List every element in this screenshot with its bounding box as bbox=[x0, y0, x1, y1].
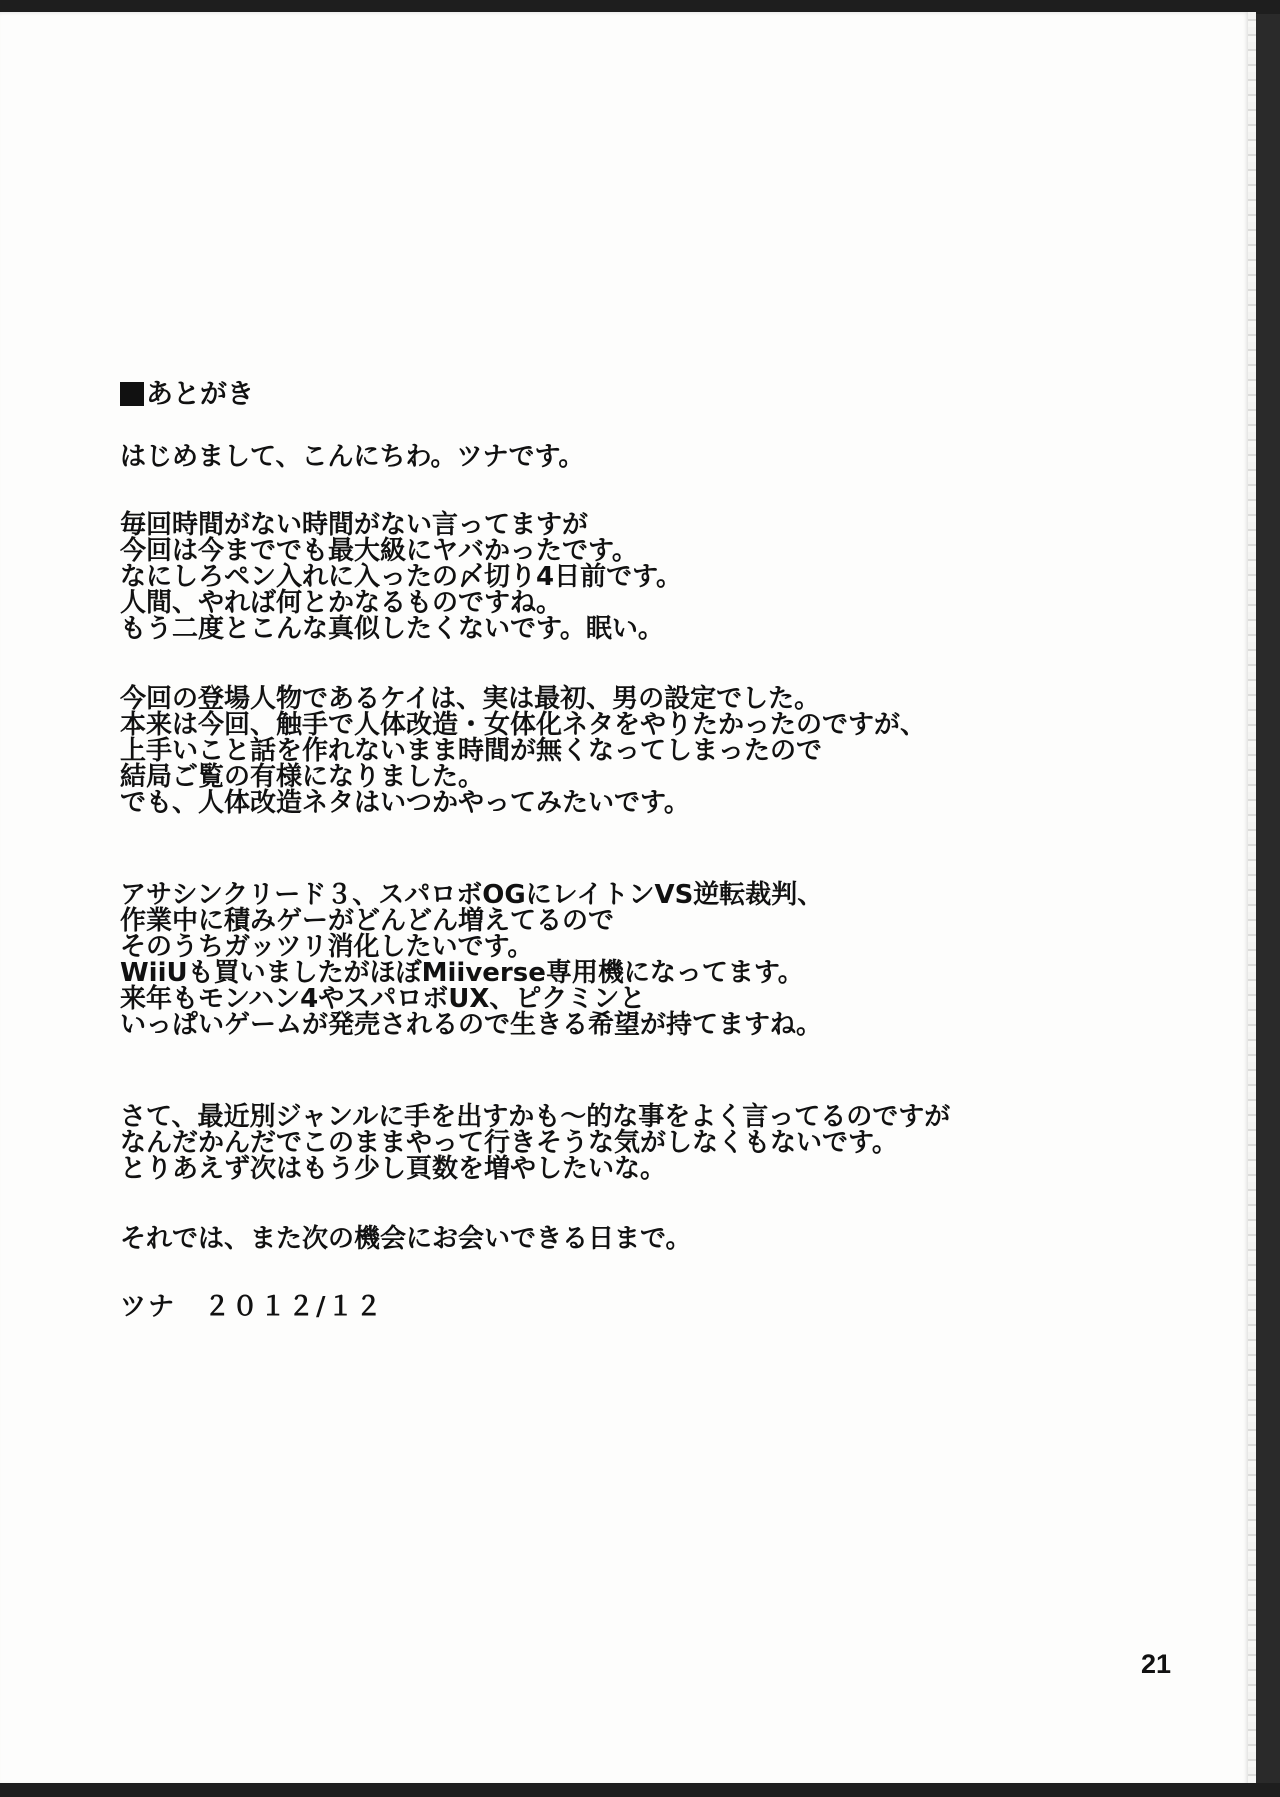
text-line: はじめまして、こんにちわ。ツナです。 bbox=[120, 442, 585, 472]
paragraph-character bbox=[120, 686, 1130, 816]
text-line: それでは、また次の機会にお会いできる日まで。 bbox=[120, 1224, 692, 1254]
afterword-text bbox=[120, 379, 1130, 1322]
torn-page-edge bbox=[1248, 12, 1256, 1785]
text-line: 今回は今まででも最大級にヤバかったです。 bbox=[120, 536, 638, 566]
text-line: そのうちガッツリ消化したいです。 bbox=[120, 932, 534, 962]
paragraph-closing bbox=[120, 1226, 1130, 1252]
text-line: さて、最近別ジャンルに手を出すかも～的な事をよく言ってるのですが bbox=[120, 1102, 951, 1132]
page-number: 21 bbox=[1141, 1649, 1172, 1679]
text-line: 上手いこと話を作れないまま時間が無くなってしまったので bbox=[120, 736, 823, 766]
text-line: とりあえず次はもう少し頁数を増やしたいな。 bbox=[120, 1154, 667, 1184]
text-line: 作業中に積みゲーがどんどん増えてるので bbox=[120, 906, 615, 936]
text-line: でも、人体改造ネタはいつかやってみたいです。 bbox=[120, 788, 690, 818]
paragraph-games bbox=[120, 882, 1130, 1038]
text-line: 本来は今回、触手で人体改造・女体化ネタをやりたかったのですが、 bbox=[120, 710, 927, 740]
heading-text: あとがき bbox=[146, 379, 254, 410]
text-line: いっぱいゲームが発売されるので生きる希望が持てますね。 bbox=[120, 1010, 823, 1040]
text-line: もう二度とこんな真似したくないです。眠い。 bbox=[120, 614, 664, 644]
text-line: 来年もモンハン4やスパロボUX、ピクミンと bbox=[120, 984, 646, 1014]
scan-border-bottom bbox=[0, 1783, 1280, 1797]
black-square-bullet-icon bbox=[120, 382, 144, 406]
signature bbox=[120, 1294, 1130, 1320]
section-heading bbox=[120, 379, 1130, 410]
paragraph-future bbox=[120, 1104, 1130, 1182]
text-line: 結局ご覧の有様になりました。 bbox=[120, 762, 485, 792]
signature-text: ツナ ２０１２/１２ bbox=[120, 1292, 384, 1322]
text-line: WiiUも買いましたがほぼMiiverse専用機になってます。 bbox=[120, 958, 804, 988]
text-line: なにしろペン入れに入ったの〆切り4日前です。 bbox=[120, 562, 683, 592]
paragraph-greeting bbox=[120, 444, 1130, 470]
text-line: 今回の登場人物であるケイは、実は最初、男の設定でした。 bbox=[120, 684, 821, 714]
text-line: アサシンクリード３、スパロボOGにレイトンVS逆転裁判、 bbox=[120, 880, 824, 910]
paragraph-deadline bbox=[120, 512, 1130, 642]
text-line: 人間、やれば何とかなるものですね。 bbox=[120, 588, 563, 618]
text-line: なんだかんだでこのままやって行きそうな気がしなくもないです。 bbox=[120, 1128, 898, 1158]
text-line: 毎回時間がない時間がない言ってますが bbox=[120, 510, 589, 540]
